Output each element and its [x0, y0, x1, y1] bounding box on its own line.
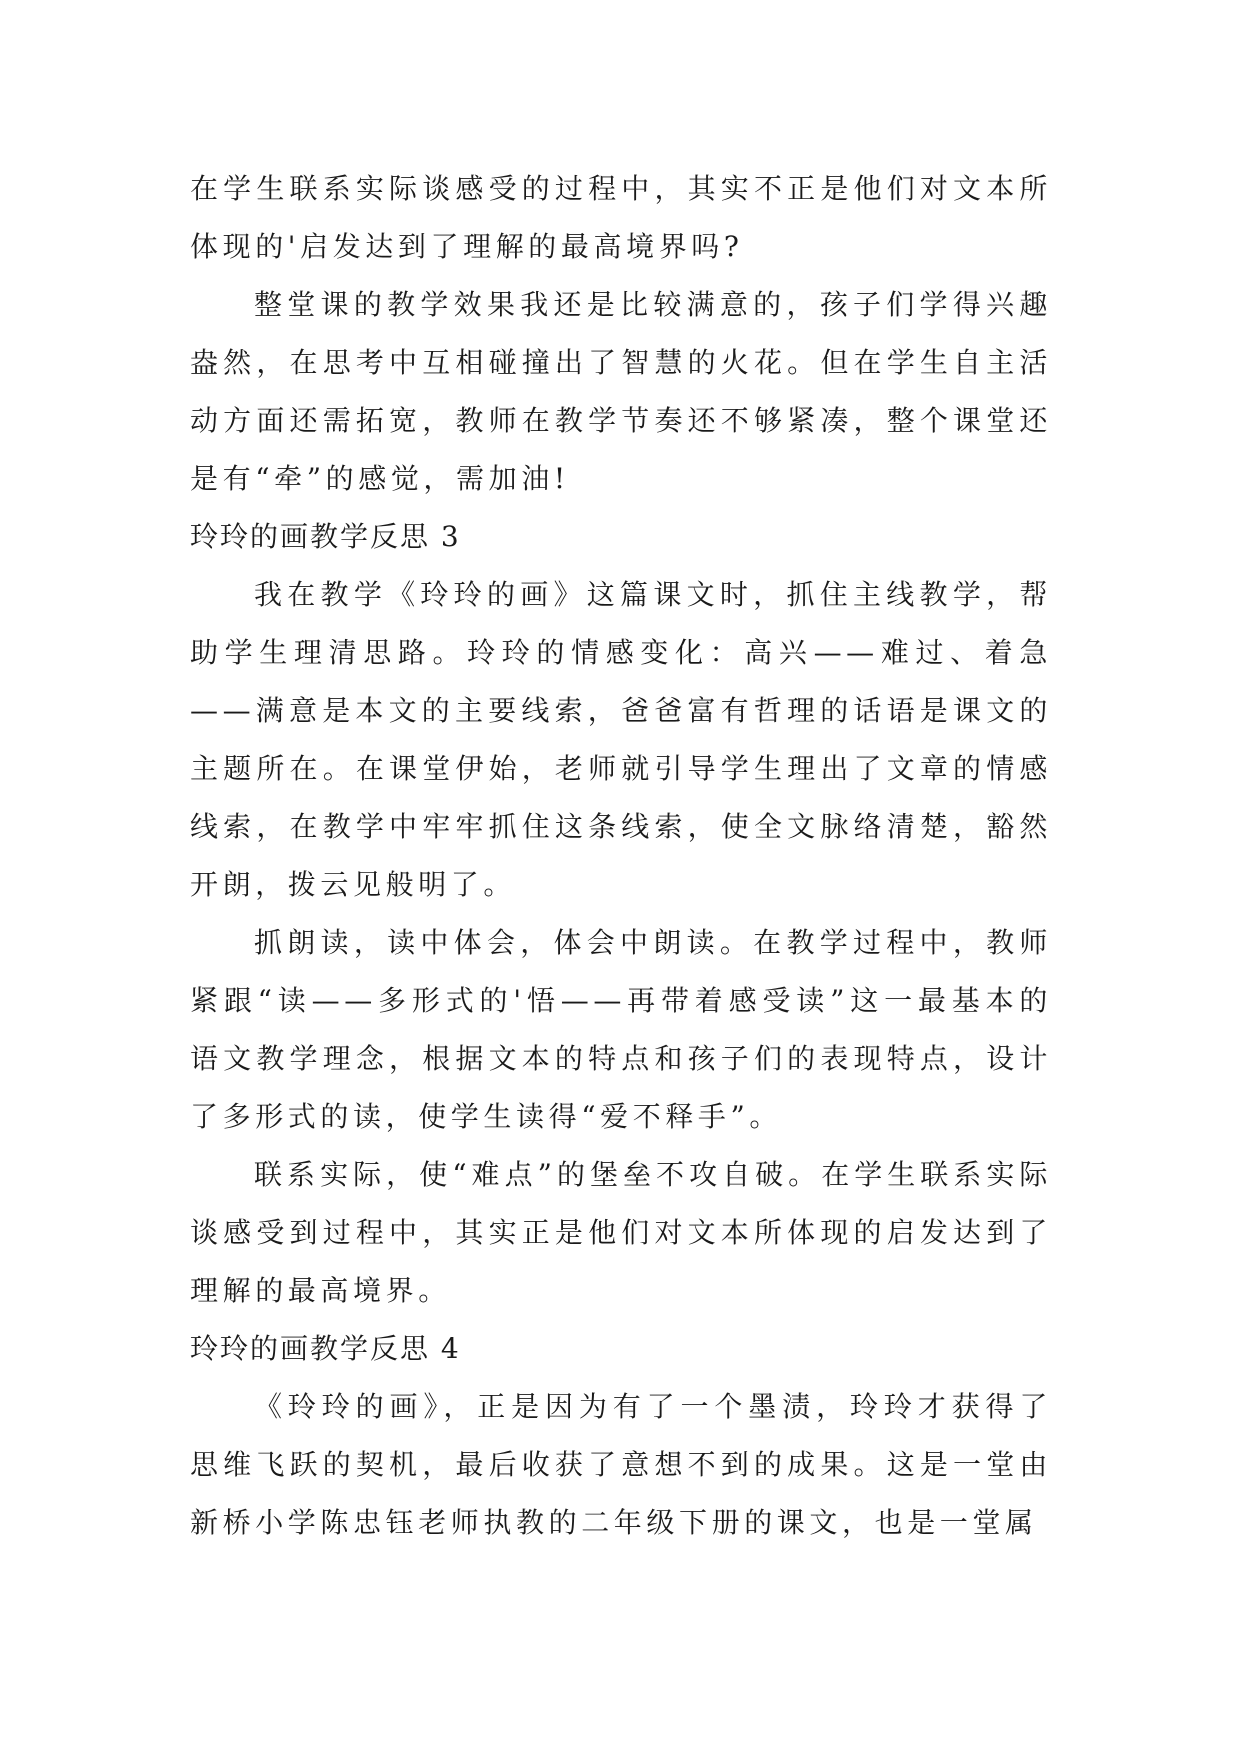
section-heading-3: 玲玲的画教学反思 3 — [190, 520, 461, 553]
paragraph-1: 在学生联系实际谈感受的过程中，其实不正是他们对文本所体现的'启发达到了理解的最高境界吗? — [190, 172, 1052, 263]
paragraph-6: 《玲玲的画》，正是因为有了一个墨渍，玲玲才获得了思维飞跃的契机，最后收获了意想不到的成果。这是一堂由新桥小学陈忠钰老师执教的二年级下册的课文，也是一堂属 — [190, 1390, 1052, 1539]
paragraph-3: 我在教学《玲玲的画》这篇课文时，抓住主线教学，帮助学生理清思路。玲玲的情感变化：高兴——难过、着急——满意是本文的主要线索，爸爸富有哲理的话语是课文的主题所在。在课堂伊始，老师就引导学生理出了文章的情感线索，在教学中牢牢抓住这条线索，使全文脉络清楚，豁然开朗，拨云见般明了。 — [190, 578, 1052, 901]
document-body — [190, 160, 1052, 1552]
paragraph-4: 抓朗读，读中体会，体会中朗读。在教学过程中，教师紧跟“读——多形式的'悟——再带着感受读”这一最基本的语文教学理念，根据文本的特点和孩子们的表现特点，设计了多形式的读，使学生读得“爱不释手”。 — [190, 926, 1052, 1133]
paragraph-2: 整堂课的教学效果我还是比较满意的，孩子们学得兴趣盎然，在思考中互相碰撞出了智慧的火花。但在学生自主活动方面还需拓宽，教师在教学节奏还不够紧凑，整个课堂还是有“牵”的感觉，需加油! — [190, 288, 1052, 495]
paragraph-5: 联系实际，使“难点”的堡垒不攻自破。在学生联系实际谈感受到过程中，其实正是他们对文本所体现的启发达到了理解的最高境界。 — [190, 1158, 1052, 1307]
section-heading-4: 玲玲的画教学反思 4 — [190, 1332, 461, 1365]
